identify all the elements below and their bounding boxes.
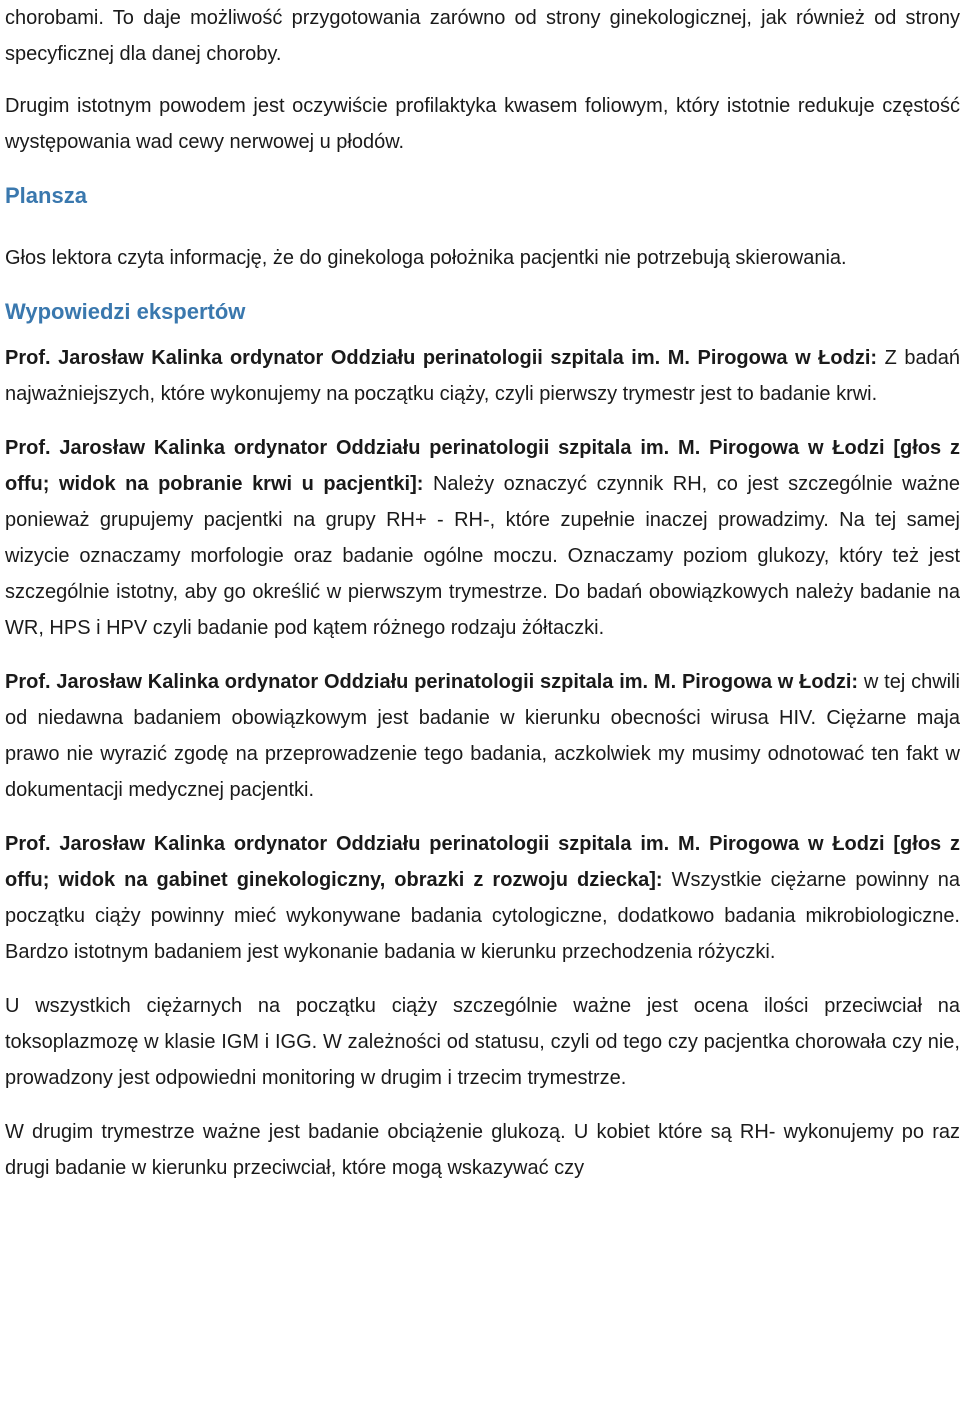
speaker-name: Prof. Jarosław Kalinka ordynator Oddziału perinatologii szpitala im. M. Pirogowa w Łodzi [głos z offu; widok na gabinet ginekologiczny, obrazki z rozwoju dziecka]:: [5, 833, 960, 891]
statement-text: Wszystkie ciężarne powinny na początku ciąży powinny mieć wykonywane badania cytologiczne, dodatkowo badania mikrobiologiczne. Bardzo istotnym badaniem jest wykonanie badania w kierunku przechodzenia różyczki.: [5, 869, 960, 963]
section-heading-plansza: Plansza: [5, 183, 87, 208]
glucose-paragraph: W drugim trymestrze ważne jest badanie obciążenie glukozą. U kobiet które są RH- wykonujemy po raz drugi badanie w kierunku przeciwciał, które mogą wskazywać czy: [5, 1121, 960, 1179]
speaker-name: Prof. Jarosław Kalinka ordynator Oddziału perinatologii szpitala im. M. Pirogowa w Łodzi:: [5, 347, 878, 369]
intro-paragraph-1: chorobami. To daje możliwość przygotowania zarówno od strony ginekologicznej, jak również od strony specyficznej dla danej choroby.: [5, 7, 960, 65]
section-heading-experts: Wypowiedzi ekspertów: [5, 299, 246, 324]
statement-text: Należy oznaczyć czynnik RH, co jest szczególnie ważne ponieważ grupujemy pacjentki na grupy RH+ - RH-, które zupełnie inaczej prowadzimy. Na tej samej wizycie oznaczamy morfologie oraz badanie ogólne moczu. Oznaczamy poziom glukozy, który też jest szczególnie istotny, aby go określić w pierwszym trymestrze. Do badań obowiązkowych należy badanie na WR, HPS i HPV czyli badanie pod kątem różnego rodzaju żółtaczki.: [5, 473, 960, 639]
document-page: [5, 0, 960, 1186]
speaker-name: Prof. Jarosław Kalinka ordynator Oddziału perinatologii szpitala im. M. Pirogowa w Łodzi:: [5, 671, 859, 693]
expert-statement-4: [5, 826, 960, 970]
toxoplasmosis-paragraph: U wszystkich ciężarnych na początku ciąży szczególnie ważne jest ocena ilości przeciwciał na toksoplazmozę w klasie IGM i IGG. W zależności od statusu, czyli od tego czy pacjentka chorowała czy nie, prowadzony jest odpowiedni monitoring w drugim i trzecim trymestrze.: [5, 995, 960, 1089]
expert-statement-2: [5, 430, 960, 646]
expert-statement-1: [5, 340, 960, 412]
expert-statement-3: [5, 664, 960, 808]
speaker-name: Prof. Jarosław Kalinka ordynator Oddziału perinatologii szpitala im. M. Pirogowa w Łodzi [głos z offu; widok na pobranie krwi u pacjentki]:: [5, 437, 960, 495]
intro-paragraph-2: Drugim istotnym powodem jest oczywiście profilaktyka kwasem foliowym, który istotnie redukuje częstość występowania wad cewy nerwowej u płodów.: [5, 95, 960, 153]
statement-text: Z badań najważniejszych, które wykonujemy na początku ciąży, czyli pierwszy trymestr jest to badanie krwi.: [5, 347, 960, 405]
plansza-paragraph: Głos lektora czyta informację, że do ginekologa położnika pacjentki nie potrzebują skierowania.: [5, 247, 847, 269]
statement-text: w tej chwili od niedawna badaniem obowiązkowym jest badanie w kierunku obecności wirusa HIV. Ciężarne maja prawo nie wyrazić zgodę na przeprowadzenie tego badania, aczkolwiek my musimy odnotować ten fakt w dokumentacji medycznej pacjentki.: [5, 671, 960, 801]
